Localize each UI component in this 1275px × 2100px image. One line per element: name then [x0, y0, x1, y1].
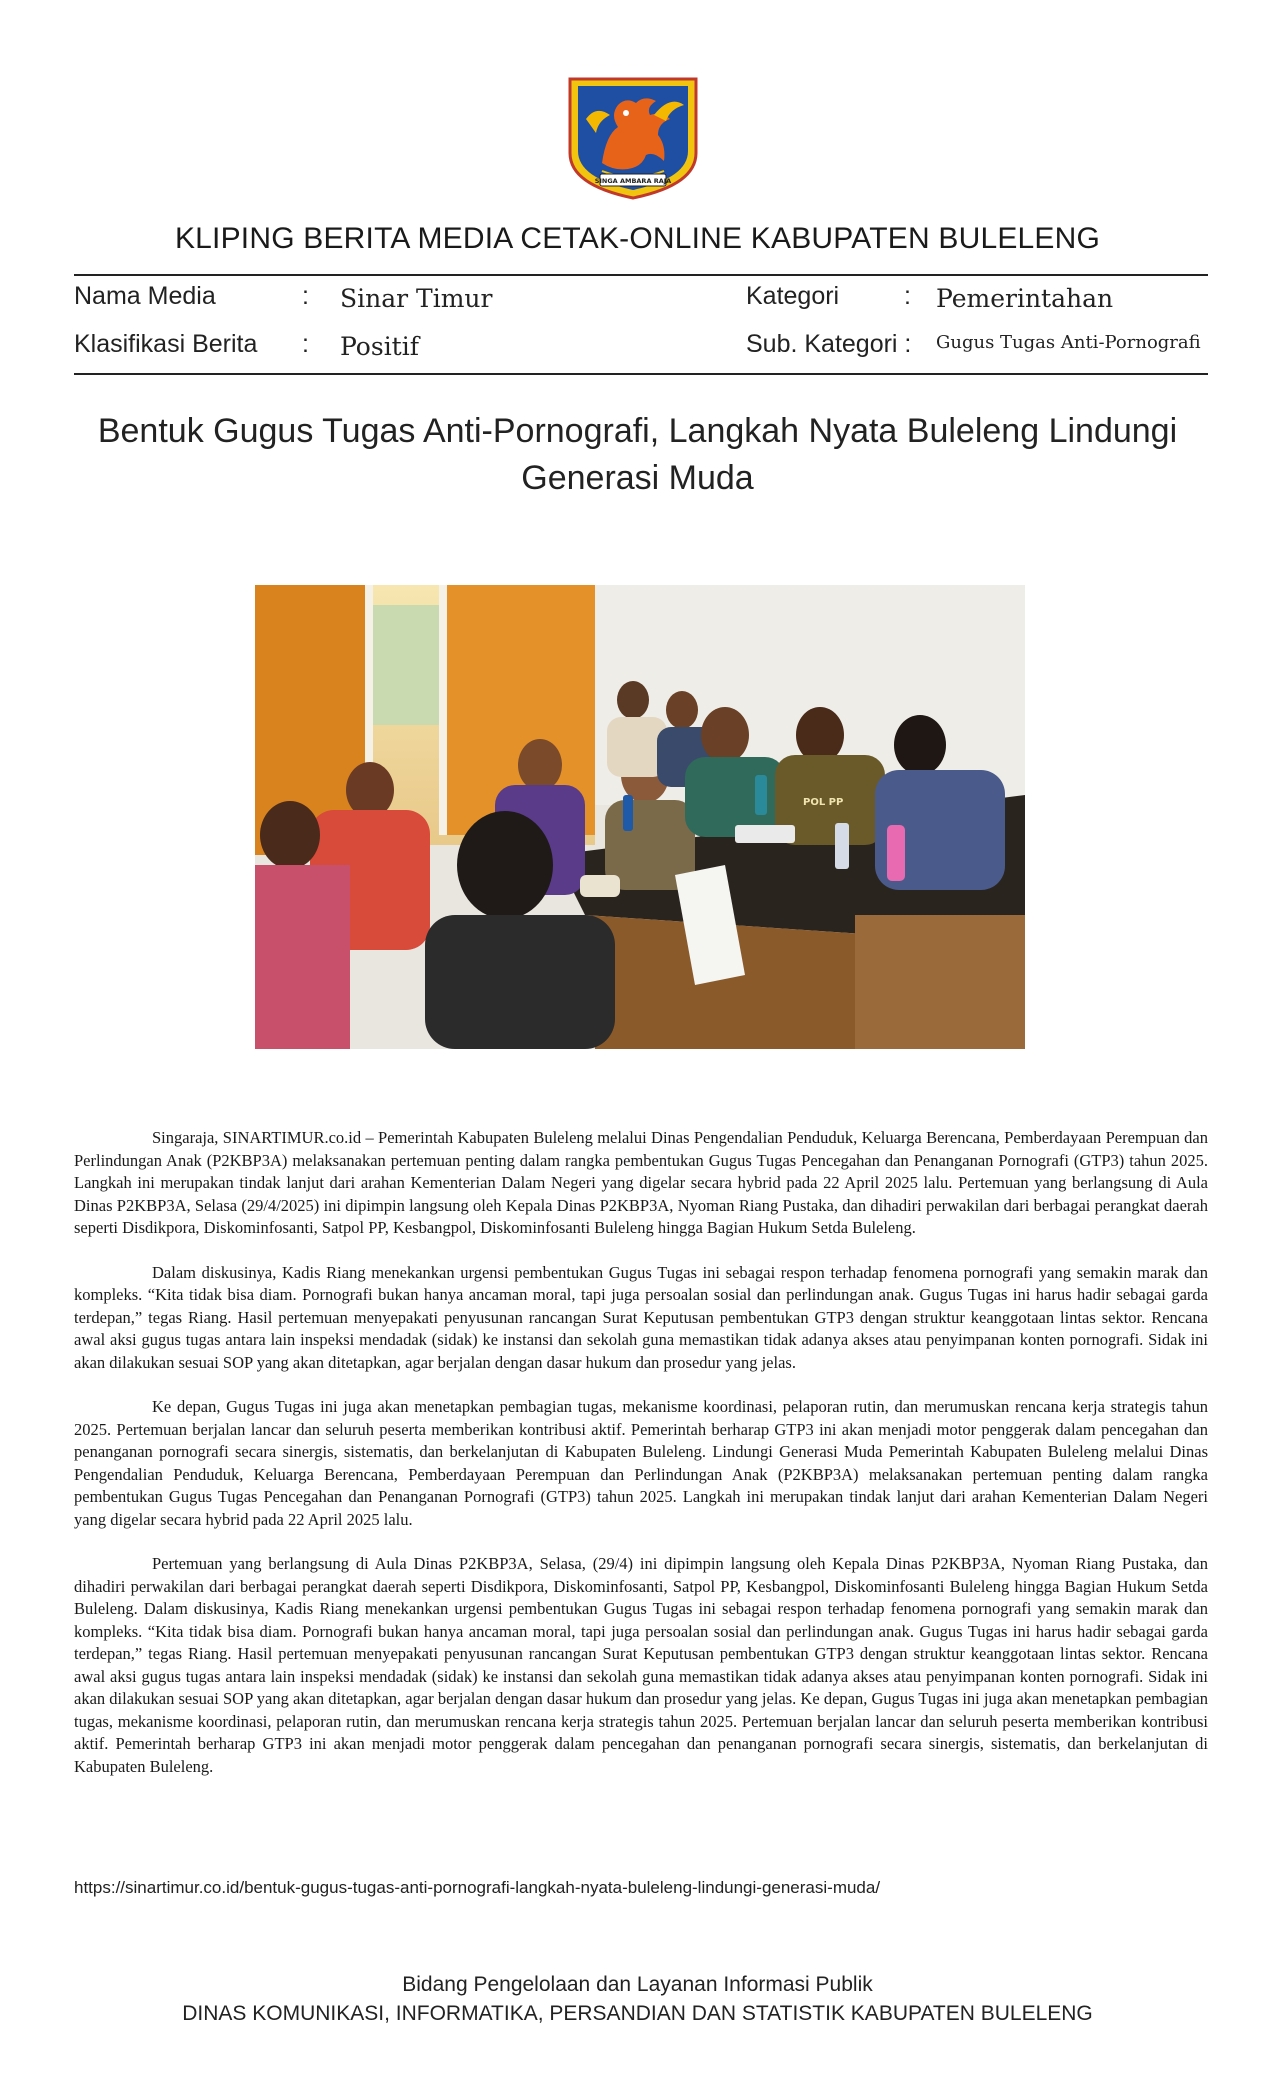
- satpol-pp-vest-text: POL PP: [803, 797, 844, 808]
- article-paragraph-1: Singaraja, SINARTIMUR.co.id – Pemerintah Kabupaten Buleleng melalui Dinas Pengendalian Penduduk, Keluarga Berencana, Pemberdayaan Perempuan dan Perlindungan Anak (P2KBP3A) melaksanakan pertemuan penting dalam rangka pembentukan Gugus Tugas Pencegahan dan Penanganan Pornografi (GTP3) tahun 2025. Langkah ini merupakan tindak lanjut dari arahan Kementerian Dalam Negeri yang digelar secara hybrid pada 22 April 2025 lalu. Pertemuan yang berlangsung di Aula Dinas P2KBP3A, Selasa (29/4/2025) ini dipimpin langsung oleh Kepala Dinas P2KBP3A, Nyoman Riang Pustaka, dan dihadiri perwakilan dari berbagai perangkat daerah seperti Disdikpora, Diskominfosanti, Satpol PP, Kesbangpol, Diskominfosanti Buleleng hingga Bagian Hukum Setda Buleleng.: [74, 1128, 1208, 1237]
- article-headline: Bentuk Gugus Tugas Anti-Pornografi, Langkah Nyata Buleleng Lindungi Generasi Muda: [97, 412, 1178, 497]
- kategori-colon: :: [904, 282, 911, 310]
- singa-ambara-raja-crest-icon: [566, 75, 700, 201]
- kategori-label: Kategori: [746, 282, 840, 310]
- sub-kategori-label: Sub. Kategori :: [746, 330, 912, 358]
- footer: [0, 1970, 1275, 2028]
- article-body: [74, 1127, 1208, 1800]
- nama-media-value: Sinar Timur: [340, 284, 493, 313]
- kategori-value: Pemerintahan: [936, 284, 1114, 313]
- meeting-photo: [255, 585, 1025, 1049]
- source-url-link[interactable]: https://sinartimur.co.id/bentuk-gugus-tugas-anti-pornografi-langkah-nyata-buleleng-lindungi-generasi-muda/: [74, 1878, 881, 1897]
- header-divider-top: [74, 274, 1208, 276]
- footer-line-1: Bidang Pengelolaan dan Layanan Informasi Publik: [402, 1973, 873, 1996]
- klasifikasi-label: Klasifikasi Berita: [74, 330, 258, 358]
- article-paragraph-2: Dalam diskusinya, Kadis Riang menekankan urgensi pembentukan Gugus Tugas ini sebagai respon terhadap fenomena pornografi yang semakin marak dan kompleks. “Kita tidak bisa diam. Pornografi bukan hanya ancaman moral, tapi juga persoalan sosial dan perlindungan anak. Gugus Tugas ini harus hadir sebagai garda terdepan,” tegas Riang. Hasil pertemuan menyepakati penyusunan rancangan Surat Keputusan pembentukan GTP3 dengan struktur keanggotaan lintas sektor. Rencana awal aksi gugus tugas antara lain inspeksi mendadak (sidak) ke instansi dan sekolah guna memastikan tidak adanya akses atau penyimpanan konten pornografi. Sidak ini akan dilakukan sesuai SOP yang akan ditetapkan, agar berjalan dengan dasar hukum dan prosedur yang jelas.: [74, 1262, 1208, 1372]
- footer-line-2: DINAS KOMUNIKASI, INFORMATIKA, PERSANDIAN DAN STATISTIK KABUPATEN BULELENG: [182, 2002, 1093, 2025]
- nama-media-label: Nama Media: [74, 282, 216, 310]
- document-header-title: KLIPING BERITA MEDIA CETAK-ONLINE KABUPATEN BULELENG: [174, 222, 1101, 255]
- header-divider-bottom: [74, 373, 1208, 375]
- sub-kategori-value: Gugus Tugas Anti-Pornografi: [936, 332, 1201, 353]
- nama-media-colon: :: [302, 282, 309, 310]
- logo-motto: SINGA AMBARA RAJA: [594, 177, 672, 185]
- article-paragraph-4: Pertemuan yang berlangsung di Aula Dinas P2KBP3A, Selasa, (29/4) ini dipimpin langsung oleh Kepala Dinas P2KBP3A, Nyoman Riang Pustaka, dan dihadiri perwakilan dari berbagai perangkat daerah seperti Disdikpora, Diskominfosanti, Satpol PP, Kesbangpol, Diskominfosanti Buleleng hingga Bagian Hukum Setda Buleleng. Dalam diskusinya, Kadis Riang menekankan urgensi pembentukan Gugus Tugas ini sebagai respon terhadap fenomena pornografi yang semakin marak dan kompleks. “Kita tidak bisa diam. Pornografi bukan hanya ancaman moral, tapi juga persoalan sosial dan perlindungan anak. Gugus Tugas ini harus hadir sebagai garda terdepan,” tegas Riang. Hasil pertemuan menyepakati penyusunan rancangan Surat Keputusan pembentukan GTP3 dengan struktur keanggotaan lintas sektor. Rencana awal aksi gugus tugas antara lain inspeksi mendadak (sidak) ke instansi dan sekolah guna memastikan tidak adanya akses atau penyimpanan konten pornografi. Sidak ini akan dilakukan sesuai SOP yang akan ditetapkan, agar berjalan dengan dasar hukum dan prosedur yang jelas. Ke depan, Gugus Tugas ini juga akan menetapkan pembagian tugas, mekanisme koordinasi, pelaporan rutin, dan merumuskan rencana kerja strategis tahun 2025. Pertemuan berjalan lancar dan seluruh peserta memberikan kontribusi aktif. Pemerintah berharap GTP3 ini akan menjadi motor penggerak dalam pencegahan dan penanganan pornografi secara sinergis, sistematis, dan berkelanjutan di Kabupaten Buleleng.: [74, 1554, 1208, 1776]
- klasifikasi-colon: :: [302, 330, 309, 358]
- klasifikasi-value: Positif: [340, 332, 419, 361]
- article-paragraph-3: Ke depan, Gugus Tugas ini juga akan menetapkan pembagian tugas, mekanisme koordinasi, pelaporan rutin, dan merumuskan rencana kerja strategis tahun 2025. Pertemuan berjalan lancar dan seluruh peserta memberikan kontribusi aktif. Pemerintah berharap GTP3 ini akan menjadi motor penggerak dalam pencegahan dan penanganan pornografi secara sinergis, sistematis, dan berkelanjutan di Kabupaten Buleleng. Lindungi Generasi Muda Pemerintah Kabupaten Buleleng melalui Dinas Pengendalian Penduduk, Keluarga Berencana, Pemberdayaan Perempuan dan Perlindungan Anak (P2KBP3A) melaksanakan pertemuan penting dalam rangka pembentukan Gugus Tugas Pencegahan dan Penanganan Pornografi (GTP3) tahun 2025. Langkah ini merupakan tindak lanjut dari arahan Kementerian Dalam Negeri yang digelar secara hybrid pada 22 April 2025 lalu.: [74, 1397, 1208, 1529]
